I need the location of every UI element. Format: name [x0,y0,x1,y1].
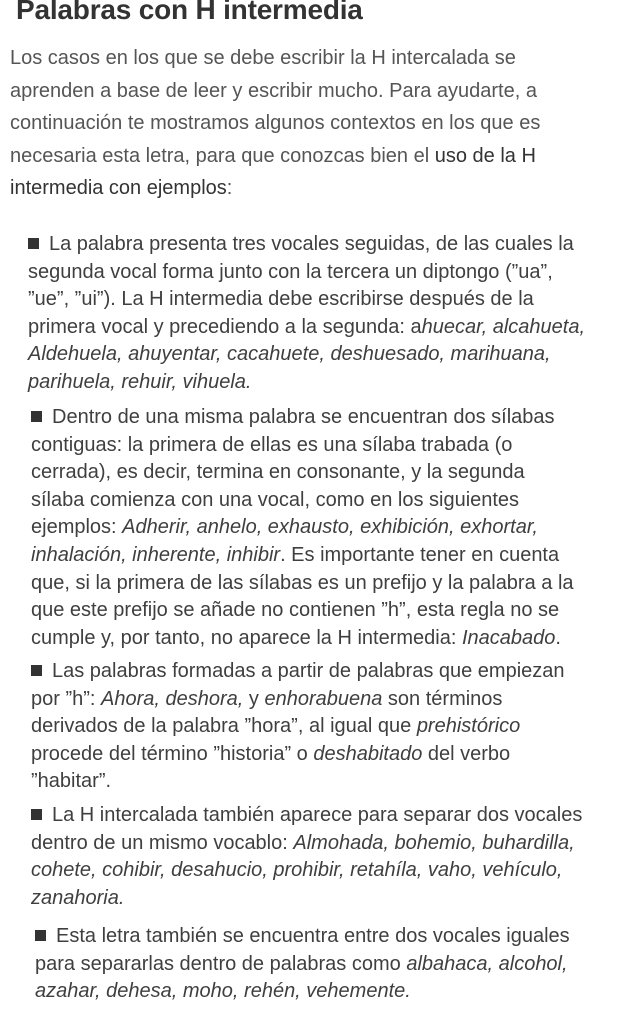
item-examples: Inacabado [461,626,556,649]
list-item [31,658,583,796]
bullet-square-icon [28,238,39,249]
item-examples: deshabitado [313,742,423,765]
bullet-square-icon [31,411,42,422]
intro-paragraph [10,42,580,205]
intro-end: : [226,177,233,199]
bullet-square-icon [31,665,42,676]
item-examples: Adherir, anhelo, exhausto, exhibición, exhortar, inhalación, inherente, inhibir [31,516,538,566]
list-item [31,802,583,912]
item-text: del verbo ”habitar”. [31,742,511,793]
item-examples: prehistórico [416,715,521,738]
list-item [31,404,583,652]
item-text: y [243,687,265,710]
item-text: procede del término ”historia” o [31,742,314,765]
bullet-square-icon [35,930,46,941]
item-text: Esta letra también se encuentra entre dos vocales iguales para separarlas dentro de palabras como [35,925,570,975]
list-item [35,923,587,1006]
item-examples: Ahora, deshora, [101,687,244,710]
bullet-square-icon [31,809,42,820]
item-examples: Almohada, bohemio, buhardilla, cohete, cohibir, desahucio, prohibir, retahíla, vaho, vehículo, zanahoria. [31,831,575,909]
page-title: Palabras con H intermedia [16,0,363,25]
item-text: Las palabras formadas a partir de palabras que empiezan por ”h”: [31,660,565,710]
list-item [28,231,588,397]
intro-text: Los casos en los que se debe escribir la H intercalada se aprenden a base de leer y escribir mucho. Para ayudarte, a continuación te mostramos algunos contextos en los que es necesaria esta letra, para que conozcas bien el [10,47,541,167]
item-text: Dentro de una misma palabra se encuentran dos sílabas contiguas: la primera de ellas es una sílaba trabada (o cerrada), es decir, termina en consonante, y la segunda sílaba comienza con una vocal, como en los siguientes ejemplos: [31,406,555,539]
item-examples: albahaca, alcohol, azahar, dehesa, moho, rehén, vehemente. [35,952,568,1003]
item-text: La H intercalada también aparece para separar dos vocales dentro de un mismo vocablo: [31,804,583,854]
item-text: La palabra presenta tres vocales seguidas, de las cuales la segunda vocal forma junto con la tercera un diptongo (”ua”, ”ue”, ”ui”). La H intermedia debe escribirse después de la primera vocal y precediendo a la segunda: a [28,233,574,338]
item-text: son términos derivados de la palabra ”hora”, al igual que [31,687,503,738]
item-text: . [555,626,561,649]
intro-link-text[interactable]: uso de la H intermedia con ejemplos [10,144,536,199]
item-text: . Es importante tener en cuenta que, si la primera de las sílabas es un prefijo y la palabra a la que este prefijo se añade no contienen ”h”, esta regla no se cumple y, por tanto, no aparece la H intermedia: [31,543,574,649]
item-examples: enhorabuena [264,687,383,710]
item-examples: huecar, alcahueta, Aldehuela, ahuyentar, cacahuete, deshuesado, marihuana, parihuela, rehuir, vihuela. [28,315,586,393]
